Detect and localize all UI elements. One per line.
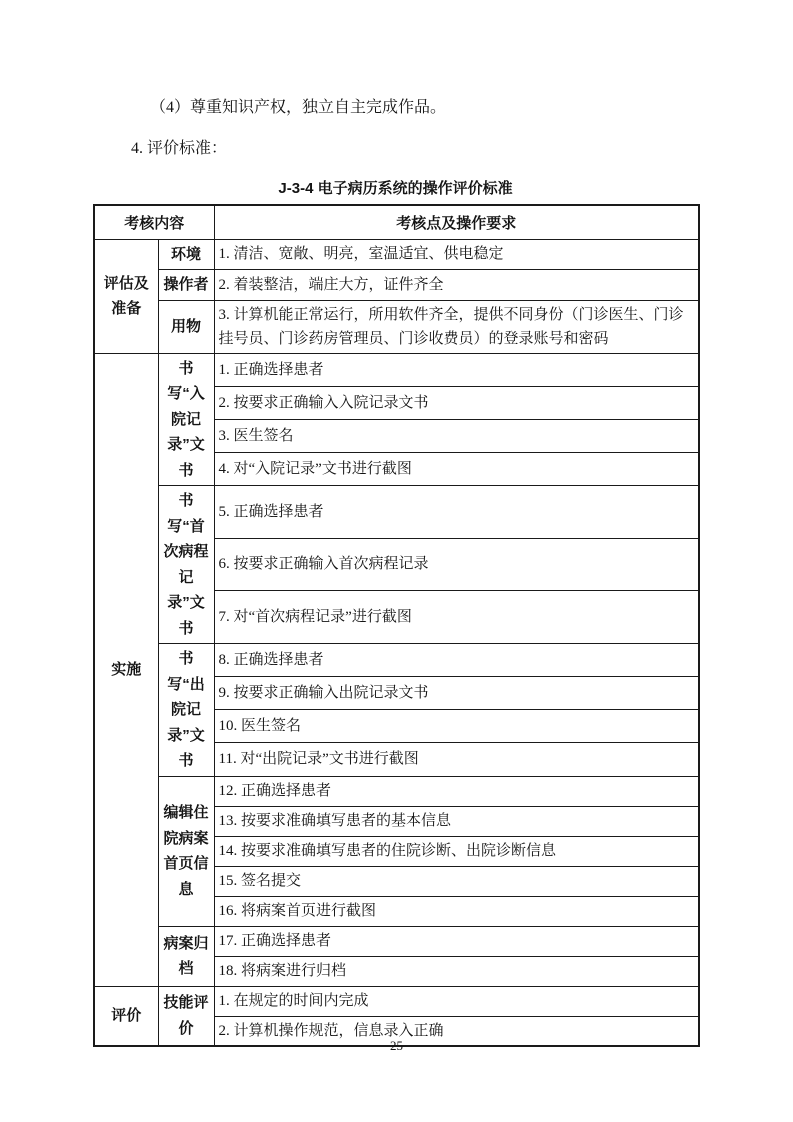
- item-cell: 1. 清洁、宽敞、明亮，室温适宜、供电稳定: [214, 239, 699, 270]
- group-label-cell: 技能评价: [158, 986, 214, 1046]
- item-cell: 11. 对“出院记录”文书进行截图: [214, 743, 699, 776]
- group-label-cell: 书写“入院记录”文书: [158, 353, 214, 486]
- item-cell: 2. 按要求正确输入入院记录文书: [214, 386, 699, 419]
- item-cell: 6. 按要求正确输入首次病程记录: [214, 538, 699, 591]
- section-heading: 4. 评价标准：: [131, 140, 228, 157]
- item-cell: 7. 对“首次病程记录”进行截图: [214, 591, 699, 644]
- item-cell: 16. 将病案首页进行截图: [214, 896, 699, 926]
- table-header-row: [94, 205, 699, 239]
- table-row: [94, 486, 699, 539]
- table-body: [94, 239, 699, 1046]
- group-label-cell: 书写“出院记录”文书: [158, 644, 214, 777]
- group-label-cell: 环境: [158, 239, 214, 270]
- item-cell: 3. 医生签名: [214, 419, 699, 452]
- table-row: [94, 986, 699, 1016]
- item-cell: 1. 正确选择患者: [214, 353, 699, 386]
- group-label-cell: 操作者: [158, 270, 214, 301]
- body-paragraph: （4）尊重知识产权，独立自主完成作品。: [150, 99, 447, 116]
- item-cell: 15. 签名提交: [214, 866, 699, 896]
- item-cell: 2. 计算机操作规范，信息录入正确: [214, 1016, 699, 1046]
- item-cell: 9. 按要求正确输入出院记录文书: [214, 677, 699, 710]
- table-row: [94, 353, 699, 386]
- group-label-cell: 编辑住院病案首页信息: [158, 776, 214, 926]
- table-row: [94, 644, 699, 677]
- group-label-cell: 书写“首次病程记录”文书: [158, 486, 214, 644]
- column-header-assessment-points: 考核点及操作要求: [214, 205, 699, 239]
- page-number: 25: [390, 1038, 403, 1053]
- item-cell: 14. 按要求准确填写患者的住院诊断、出院诊断信息: [214, 836, 699, 866]
- evaluation-table: [93, 204, 700, 1047]
- item-cell: 17. 正确选择患者: [214, 926, 699, 956]
- group-label-cell: 病案归档: [158, 926, 214, 986]
- item-cell: 1. 在规定的时间内完成: [214, 986, 699, 1016]
- table-row: [94, 776, 699, 806]
- group-label-cell: 用物: [158, 300, 214, 353]
- category-cell: 评价: [94, 986, 158, 1046]
- item-cell: 13. 按要求准确填写患者的基本信息: [214, 806, 699, 836]
- table-row: [94, 300, 699, 353]
- item-cell: 4. 对“入院记录”文书进行截图: [214, 452, 699, 485]
- category-cell: 评估及准备: [94, 239, 158, 353]
- item-cell: 3. 计算机能正常运行，所用软件齐全，提供不同身份（门诊医生、门诊挂号员、门诊药房管理员、门诊收费员）的登录账号和密码: [214, 300, 699, 353]
- item-cell: 18. 将病案进行归档: [214, 956, 699, 986]
- table-title: J-3-4 电子病历系统的操作评价标准: [278, 180, 513, 197]
- item-cell: 5. 正确选择患者: [214, 486, 699, 539]
- item-cell: 12. 正确选择患者: [214, 776, 699, 806]
- category-cell: 实施: [94, 353, 158, 986]
- item-cell: 2. 着装整洁，端庄大方，证件齐全: [214, 270, 699, 301]
- item-cell: 10. 医生签名: [214, 710, 699, 743]
- item-cell: 8. 正确选择患者: [214, 644, 699, 677]
- table-row: [94, 926, 699, 956]
- column-header-assessment-content: 考核内容: [94, 205, 214, 239]
- table-row: [94, 270, 699, 301]
- table-row: [94, 239, 699, 270]
